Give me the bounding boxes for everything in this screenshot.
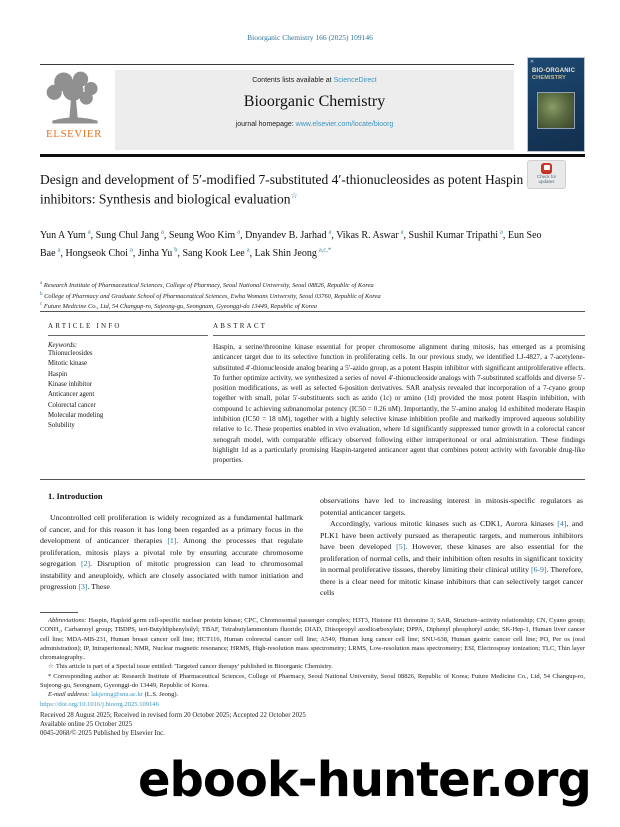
elsevier-logo xyxy=(38,69,110,151)
intro-paragraph-1-continued: observations have led to increasing interest in mitosis-specific regulators as potential anticancer targets. xyxy=(320,496,583,517)
intro-paragraph-2: Accordingly, various mitotic kinases such as CDK1, Aurora kinases [4], and PLK1 have been actively pursued as therapeutic targets, and numerous inhibitors have been developed [5]. However, these kinases are also essential for the proliferation of normal cells, and their inhibition often results in significant toxicity in normal proliferative tissues, thereby limiting their clinical utility [6-9]. Therefore, there is a clear need for mitotic kinase inhibitors that can selectively target cancer cells xyxy=(320,519,584,598)
author: Lak Shin Jeong $^{a,c,*}$ xyxy=(254,246,332,259)
journal-header-box xyxy=(115,70,514,150)
abstract-heading: ABSTRACT xyxy=(213,322,268,330)
journal-cover-thumbnail[interactable] xyxy=(527,57,585,152)
cover-publisher-mark-icon: ✕ xyxy=(530,59,535,65)
header-bottom-rule xyxy=(40,154,585,157)
citation-ref[interactable]: [3] xyxy=(78,582,88,592)
keyword: Mitotic kinase xyxy=(48,360,88,368)
header-top-rule xyxy=(40,64,514,65)
author: Seung Woo Kim $^a$ , xyxy=(169,230,245,241)
keyword: Thionucleosides xyxy=(48,350,93,357)
article-title: Design and development of 5′-modified 7-substituted 4′-thionucleosides as potent Haspin inhibitors: Synthesis and biological evaluation☆ xyxy=(40,172,524,207)
author: Yun A Yum $^a$ , xyxy=(40,230,96,241)
affiliation-list xyxy=(40,280,585,312)
citation-ref[interactable]: [4] xyxy=(557,519,567,529)
keyword: Solubility xyxy=(48,422,75,430)
info-section-bottom-rule xyxy=(40,479,585,480)
journal-homepage-link[interactable]: www.elsevier.com/locate/bioorg xyxy=(295,121,394,128)
email-note: E-mail address: lakjeong@snu.ac.kr (L.S. Jeong). xyxy=(48,691,179,699)
author: Sushil Kumar Tripathi $^a$ , xyxy=(409,230,508,241)
keyword: Molecular modeling xyxy=(48,411,104,419)
affiliation: $^a$ Research Institute of Pharmaceutical Sciences, College of Pharmacy, Seoul National University, Seoul 08826, Republic of Korea xyxy=(40,281,374,290)
journal-citation: Bioorganic Chemistry 166 (2025) 109146 xyxy=(247,33,373,42)
abbreviations-note: Abbreviations: Haspin, Haploid germ cell-specific nuclear protein kinase; CPC, Chromosomal passenger complex; H3T3, Histone H3 threonine 3; SAR, Structure–activity relationship; CN, Cyano group; CONH₂, Carbamoyl group; TBDPS, tert-Butyldiphenylsilyl; TBAF, Tetrabutylammonium fluoride; DIAD, Diisopropyl azodicarboxylate; DPPA, Diphenyl phosphoryl azide; SK-Hep-1, Human liver cancer cell line; MDA-MB-231, Human breast cancer cell line; HCT116, Human colorectal cancer cell line; A549, Human lung cancer cell line; SNU-638, Human gastric cancer cell line; PO, Per os (oral administration); IP, Intraperitoneal; NMR, Nuclear magnetic resonance; HRMS, High-resolution mass spectrometry; LRMS, Low-resolution mass spectrometry; ESI, Electrospray ionization; TLC, Thin layer chromatography.. xyxy=(40,617,585,662)
check-for-updates-label: Check for updates xyxy=(536,174,557,185)
copyright-line: 0045-2068/© 2025 Published by Elsevier Inc. xyxy=(40,730,165,738)
ebook-hunter-watermark: ebook-hunter.org xyxy=(138,752,591,808)
sciencedirect-link[interactable]: ScienceDirect xyxy=(333,77,377,84)
author: Vikas R. Aswar $^a$ , xyxy=(336,230,408,241)
citation-ref[interactable]: [2] xyxy=(80,559,91,569)
elsevier-wordmark: ELSEVIER xyxy=(46,128,102,140)
abstract-rule xyxy=(213,335,585,336)
special-issue-note: ☆ This article is part of a Special issue entitled: 'Targeted cancer therapy' published in Bioorganic Chemistry. xyxy=(48,663,333,671)
citation-ref[interactable]: [6-9] xyxy=(530,565,547,575)
author: Sung Chul Jang $^a$ , xyxy=(96,230,169,241)
author: Jinha Yu $^b$ , xyxy=(138,248,183,259)
corresponding-author-note: * Corresponding author at: Research Institute of Pharmaceutical Sciences, College of Pharmacy, Seoul National University, Seoul 08826, Republic of Korea; Future Medicine Co., Ltd, 54 Changup-ro, Sujeong-gu, Seongnam, Gyeonggi-do 13449, Republic of Korea. xyxy=(40,672,585,689)
article-dates xyxy=(40,711,585,739)
asterisk-mark: * xyxy=(48,672,52,680)
affiliation-divider xyxy=(40,311,585,312)
homepage-line: journal homepage: www.elsevier.com/locate/bioorg xyxy=(235,121,394,128)
article-info-section xyxy=(48,322,585,465)
doi-link[interactable]: https://doi.org/10.1016/j.bioorg.2025.109146 xyxy=(40,700,159,708)
article-info-heading: ARTICLE INFO xyxy=(48,322,122,330)
keyword: Anticancer agent xyxy=(48,391,95,399)
intro-column-left xyxy=(40,491,303,593)
abstract-text: Haspin, a serine/threonine kinase essential for proper chromosome alignment during mitosis, has emerged as a promising anticancer target due to its selective function in proliferating cells. In our previous study, we identified LJ-4827, a 7-acetylene-substituted 4′-thionucleoside analog bearing a 5′-azido group, as a potent Haspin inhibitor with significant antiproliferative effects. To further optimize activity, we synthesized a series of novel 4′-thionucleoside analogs with 7-substituted scaffolds and diverse 5′-position modifications, as well as selected 6-position derivatives. SAR analysis revealed that incorporation of a 7-cyano group together with small, polar 5′-substituents such as azido (1c) or amino (1d) provided the most potent Haspin inhibition, with compound 1c achieving subnanomolar potency (IC50 = 0.26 nM). Importantly, the 5′-amino analog 1d exhibited moderate Haspin inhibition (IC50 = 18 nM), together with a highly selective kinase inhibition profile and markedly improved aqueous solubility relative to 1c. These properties enabled in vivo evaluation, where 1d significantly suppressed tumor growth in a colorectal cancer xenograft model, with comparable efficacy observed following either intraperitoneal or oral administration. These findings highlight 1d as a particularly promising Haspin-targeted anticancer agent that combines potent activity with favorable drug-like properties. xyxy=(213,343,585,465)
author: Dnyandev B. Jarhad $^a$ , xyxy=(245,230,336,241)
keyword: Colorectal cancer xyxy=(48,401,96,409)
crossmark-icon xyxy=(541,163,552,174)
affiliation: $^c$ Future Medicine Co., Ltd, 54 Changup-ro, Sujeong-gu, Seongnam, Gyeonggi-do 13449, Republic of Korea xyxy=(40,302,318,311)
keywords-label: Keywords: xyxy=(48,342,78,349)
contents-line: Contents lists available at ScienceDirect xyxy=(252,77,377,84)
special-issue-star-icon: ☆ xyxy=(48,663,54,671)
check-for-updates-badge[interactable] xyxy=(527,160,566,189)
special-issue-star-icon: ☆ xyxy=(290,190,298,200)
author: Eun Seo Bae $^a$ , xyxy=(40,230,542,258)
received-dates: Received 28 August 2025; Received in revised form 20 October 2025; Accepted 22 October 2025 xyxy=(40,711,306,719)
abstract-column xyxy=(213,322,585,465)
affiliation: $^b$ College of Pharmacy and Graduate School of Pharmaceutical Sciences, Ewha Womans University, Seoul 03760, Republic of Korea xyxy=(40,291,381,300)
journal-title: Bioorganic Chemistry xyxy=(243,93,386,110)
cover-title-line2: CHEMISTRY xyxy=(532,75,566,81)
intro-paragraph-1: Uncontrolled cell proliferation is widely recognized as a fundamental hallmark of cancer, and for this reason it has long been regarded as a primary focus in the development of anticancer therapies [1]. Among the processes that regulate proliferation, mitosis plays a pivotal role by ensuring accurate chromosome segregation [2]. Disruption of mitotic progression can lead to chromosomal instability and aneuploidy, which are closely associated with tumor initiation and progression [3]. These xyxy=(40,513,304,592)
intro-column-right xyxy=(320,495,583,599)
citation-ref[interactable]: [5] xyxy=(396,542,406,552)
introduction-heading: 1. Introduction xyxy=(48,491,103,501)
cover-title-line1: BIO-ORGANIC xyxy=(532,68,576,74)
footnote-separator xyxy=(40,612,78,613)
author: Sang Kook Lee $^a$ , xyxy=(182,248,254,259)
author: Hongseok Choi $^a$ , xyxy=(65,248,137,259)
article-info-column xyxy=(48,322,213,465)
keyword: Haspin xyxy=(48,370,68,378)
available-online: Available online 25 October 2025 xyxy=(40,721,132,729)
citation-ref[interactable]: [1] xyxy=(167,536,177,546)
elsevier-tree-icon xyxy=(38,69,110,127)
article-info-rule xyxy=(48,335,208,336)
author-list xyxy=(40,227,545,262)
footnotes xyxy=(40,616,585,738)
cover-artwork xyxy=(538,93,574,128)
email-link[interactable]: lakjeong@snu.ac.kr xyxy=(91,691,143,699)
keyword: Kinase inhibitor xyxy=(48,380,92,388)
